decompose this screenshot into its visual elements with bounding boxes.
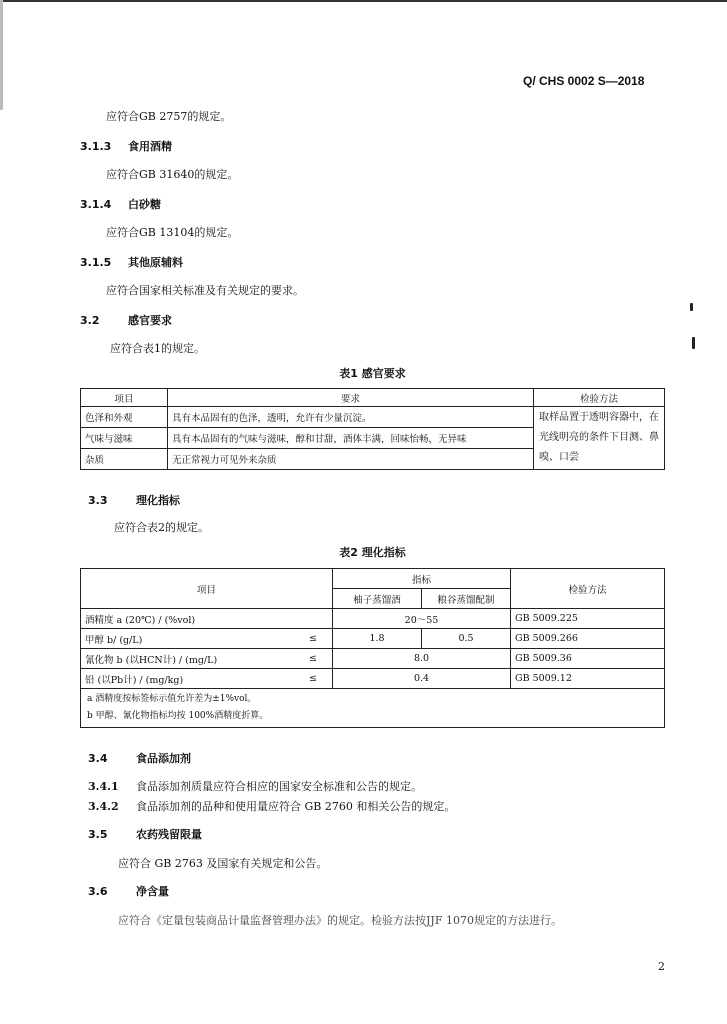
section-title: 感官要求: [128, 314, 172, 327]
sensory-table: [80, 388, 665, 470]
section-title: 理化指标: [136, 494, 180, 507]
section-heading: [80, 138, 172, 154]
table-cell: 杂质: [81, 449, 168, 470]
scan-mark: [690, 303, 693, 311]
table-cell: 色泽和外观: [81, 407, 168, 428]
section-number: 3.2: [80, 314, 100, 327]
section-number: 3.4: [88, 752, 108, 765]
section-number: 3.1.5: [80, 256, 112, 269]
section-body: 食品添加剂质量应符合相应的国家安全标准和公告的规定。: [136, 780, 422, 793]
section-heading: [88, 750, 191, 766]
table-cell: 气味与滋味: [81, 428, 168, 449]
section-number: 3.1.4: [80, 198, 112, 211]
section-number: 3.4.1: [88, 780, 119, 793]
table-note: b 甲醇、氰化物指标均按 100%酒精度折算。: [87, 711, 269, 721]
body-text: [88, 778, 422, 794]
table-cell: ≤: [294, 669, 333, 689]
table-header: 检验方法: [534, 389, 665, 407]
table-caption: 表2 理化指标: [339, 546, 406, 559]
section-heading: [80, 254, 183, 270]
page-number: 2: [658, 960, 665, 973]
body-text: 应符合GB 31640的规定。: [106, 168, 239, 181]
section-heading: [80, 196, 161, 212]
table-caption: 表1 感官要求: [339, 367, 406, 380]
section-title: 白砂糖: [128, 198, 161, 211]
body-text: 应符合《定量包装商品计量监督管理办法》的规定。检验方法按JJF 1070规定的方法进行。: [118, 914, 562, 927]
table-cell: ≤: [294, 629, 333, 649]
section-title: 其他原辅料: [128, 256, 183, 269]
body-text: 应符合 GB 2763 及国家有关规定和公告。: [118, 857, 328, 870]
table-notes: [81, 689, 665, 728]
table-cell: 无正常视力可见外来杂质: [168, 449, 534, 470]
table-cell: 酒精度 a (20℃) / (%vol): [81, 609, 295, 629]
physicochemical-table: [80, 568, 665, 728]
table-cell: ≤: [294, 649, 333, 669]
table-cell: 1.8: [333, 629, 422, 649]
section-number: 3.3: [88, 494, 108, 507]
table-cell: GB 5009.36: [511, 649, 665, 669]
table-header: 指标: [333, 569, 511, 589]
scan-top-border: [0, 0, 727, 2]
section-heading: [88, 492, 180, 508]
section-number: 3.4.2: [88, 800, 119, 813]
table-cell: 取样品置于透明容器中，在光线明亮的条件下目测、鼻嗅、口尝: [534, 407, 665, 470]
body-text: 应符合表2的规定。: [114, 521, 209, 534]
section-heading: [88, 883, 169, 899]
table-note: a 酒精度按标签标示值允许差为±1%vol。: [87, 694, 257, 704]
table-cell: 铅 (以Pb计) / (mg/kg): [81, 669, 295, 689]
section-title: 食用酒精: [128, 140, 172, 153]
table-cell: 甲醇 b/ (g/L): [81, 629, 295, 649]
body-text: 应符合GB 13104的规定。: [106, 226, 239, 239]
table-cell: 8.0: [333, 649, 511, 669]
table-cell: GB 5009.266: [511, 629, 665, 649]
body-text: 应符合表1的规定。: [110, 342, 205, 355]
table-cell: 具有本品固有的气味与滋味，醇和甘甜，酒体丰满，回味怡畅，无异味: [168, 428, 534, 449]
table-header: 项目: [81, 569, 333, 609]
table-header: 项目: [81, 389, 168, 407]
section-title: 农药残留限量: [136, 828, 202, 841]
table-cell: 0.4: [333, 669, 511, 689]
table-cell: [294, 609, 333, 629]
body-text: 应符合国家相关标准及有关规定的要求。: [106, 284, 304, 297]
table-cell: GB 5009.12: [511, 669, 665, 689]
section-number: 3.5: [88, 828, 108, 841]
table-cell: 0.5: [422, 629, 511, 649]
table-cell: 氰化物 b (以HCN计) / (mg/L): [81, 649, 295, 669]
body-text: [88, 798, 455, 814]
body-text: 应符合GB 2757的规定。: [106, 110, 232, 123]
section-title: 食品添加剂: [136, 752, 191, 765]
doc-header-id: Q/ CHS 0002 S—2018: [523, 74, 645, 88]
table-header: 粮谷蒸馏配制: [422, 589, 511, 609]
section-body: 食品添加剂的品种和使用量应符合 GB 2760 和相关公告的规定。: [136, 800, 456, 813]
table-cell: 具有本品固有的色泽，透明，允许有少量沉淀。: [168, 407, 534, 428]
section-number: 3.1.3: [80, 140, 112, 153]
table-header: 柚子蒸馏酒: [333, 589, 422, 609]
table-header: 检验方法: [511, 569, 665, 609]
table-cell: GB 5009.225: [511, 609, 665, 629]
section-heading: [88, 826, 202, 842]
section-heading: [80, 312, 172, 328]
table-header: 要求: [168, 389, 534, 407]
section-number: 3.6: [88, 885, 108, 898]
scan-left-edge: [0, 0, 3, 110]
section-title: 净含量: [136, 885, 169, 898]
table-cell: 20～55: [333, 609, 511, 629]
scan-mark: [692, 337, 695, 349]
